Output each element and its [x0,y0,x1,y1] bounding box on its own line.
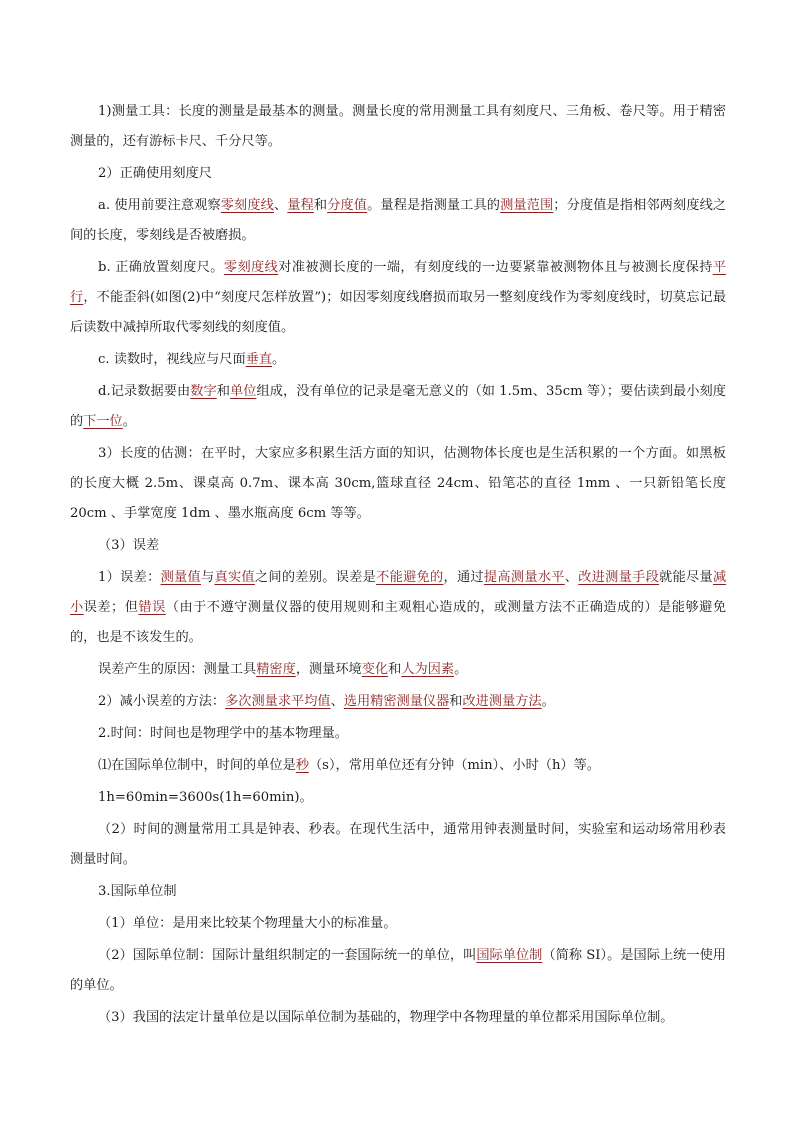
text-run: 。 [541,694,555,709]
highlighted-term: 测量值 [160,570,201,585]
text-run: 。 [454,662,468,677]
text-run: 3）长度的估测：在平时，大家应多积累生活方面的知识，估测物体长度也是生活积累的一个方面。如黑板的长度大概 2.5m、课桌高 0.7m、课本高 30cm,篮球直径 24cm、铅笔芯的直径 1mm 、一只新铅笔长度 20cm 、手掌宽度 1dm 、墨水瓶高度 6cm 等等。 [70,446,726,521]
text-run: （简称 SI）。是国际上统一使用的单位。 [70,948,726,993]
text-run: 误差产生的原因：测量工具 [98,662,257,677]
text-run: （2）时间的测量常用工具是钟表、秒表。在现代生活中，通常用钟表测量时间，实验室和运动场常用秒表测量时间。 [70,822,726,867]
text-run: 与 [200,570,215,585]
highlighted-term: 选用精密测量仪器 [343,694,450,709]
text-run: 1)测量工具：长度的测量是最基本的测量。测量长度的常用测量工具有刻度尺、三角板、卷尺等。用于精密测量的，还有游标卡尺、千分尺等。 [70,104,726,149]
text-run: 。量程是指测量工具的 [367,198,501,213]
highlighted-term: 单位 [229,384,257,399]
text-run: 。 [122,414,136,429]
paragraph-4 [70,253,726,343]
paragraph-11 [70,687,726,717]
text-run: 。 [272,352,286,367]
document-body [70,97,726,1035]
highlighted-term: 国际单位制 [476,948,543,963]
paragraph-8 [70,531,726,561]
text-run: 、 [330,694,344,709]
highlighted-term: 多次测量求平均值 [225,694,331,709]
highlighted-term: 精密度 [256,662,296,677]
paragraph-9 [70,563,726,653]
highlighted-term: 秒 [295,758,309,773]
text-run: 和 [216,384,230,399]
paragraph-18 [70,941,726,1001]
text-run: 之间的差别。误差是 [254,570,377,585]
highlighted-term: 变化 [361,662,389,677]
highlighted-term: 数字 [190,384,217,399]
text-run: 、 [564,570,579,585]
text-run: 误差；但 [83,600,139,615]
paragraph-12 [70,719,726,749]
paragraph-10 [70,655,726,685]
highlighted-term: 测量范围 [500,198,554,213]
text-run: 就能尽量 [659,570,713,585]
paragraph-7 [70,439,726,529]
highlighted-term: 改进测量手段 [578,570,660,585]
text-run: 2）正确使用刻度尺 [98,166,212,181]
highlighted-term: 减小 [70,570,727,615]
text-run: 组成，没有单位的记录是毫无意义的（如 1.5m、35cm 等）；要估读到最小刻度的 [70,384,726,429]
text-run: 1）误差： [98,570,161,585]
text-run: d.记录数据要由 [98,384,191,399]
text-run: 对准被测长度的一端，有刻度线的一边要紧靠被测物体且与被测长度保持 [278,260,713,275]
paragraph-13 [70,751,726,781]
text-run: b. 正确放置刻度尺。 [98,260,224,275]
highlighted-term: 平行 [70,260,726,305]
text-run: 3.国际单位制 [98,884,177,899]
highlighted-term: 人为因素 [401,662,455,677]
text-run: c. 读数时，视线应与尺面 [98,352,246,367]
paragraph-1 [70,97,726,157]
text-run: 、 [273,198,288,213]
highlighted-term: 错误 [138,600,166,615]
highlighted-term: 不能避免的 [376,570,444,585]
highlighted-term: 提高测量水平 [483,570,565,585]
highlighted-term: 改进测量方法 [462,694,542,709]
text-run: 1h=60min=3600s(1h=60min)。 [98,790,313,805]
text-run: ，测量环境 [295,662,362,677]
highlighted-term: 真实值 [214,570,255,585]
highlighted-term: 零刻度线 [223,260,279,275]
paragraph-16 [70,877,726,907]
highlighted-term: 垂直 [245,352,273,367]
text-run: （3）我国的法定计量单位是以国际单位制为基础的，物理学中各物理量的单位都采用国际单位制。 [98,1010,674,1025]
paragraph-19 [70,1003,726,1033]
paragraph-15 [70,815,726,875]
paragraph-17 [70,909,726,939]
highlighted-term: 量程 [287,198,314,213]
paragraph-2 [70,159,726,189]
text-run: （s），常用单位还有分钟（min）、小时（h）等。 [309,758,601,773]
highlighted-term: 下一位 [83,414,123,429]
text-run: ⑴在国际单位制中，时间的单位是 [98,758,296,773]
paragraph-5 [70,345,726,375]
text-run: ，通过 [443,570,484,585]
text-run: （3）误差 [98,538,160,553]
text-run: a. 使用前要注意观察 [98,198,221,213]
text-run: ；分度值是指相邻两刻度线之间的长度，零刻线是否被磨损。 [70,198,727,243]
text-run: （2）国际单位制：国际计量组织制定的一套国际统一的单位，叫 [98,948,477,963]
text-run: 和 [388,662,402,677]
paragraph-6 [70,377,726,437]
text-run: 2）减小误差的方法： [98,694,226,709]
text-run: 2.时间：时间也是物理学中的基本物理量。 [98,726,348,741]
text-run: （1）单位：是用来比较某个物理量大小的标准量。 [98,916,397,931]
paragraph-3 [70,191,726,251]
highlighted-term: 零刻度线 [220,198,274,213]
text-run: ，不能歪斜(如图(2)中“刻度尺怎样放置”)；如因零刻度线磨损而取另一整刻度线作为零刻度线时，切莫忘记最后读数中减掉所取代零刻线的刻度值。 [70,290,727,335]
highlighted-term: 分度值 [327,198,368,213]
text-run: 和 [313,198,328,213]
text-run: （由于不遵守测量仪器的使用规则和主观粗心造成的，或测量方法不正确造成的）是能够避免的，也是不该发生的。 [70,600,727,645]
text-run: 和 [449,694,463,709]
paragraph-14 [70,783,726,813]
